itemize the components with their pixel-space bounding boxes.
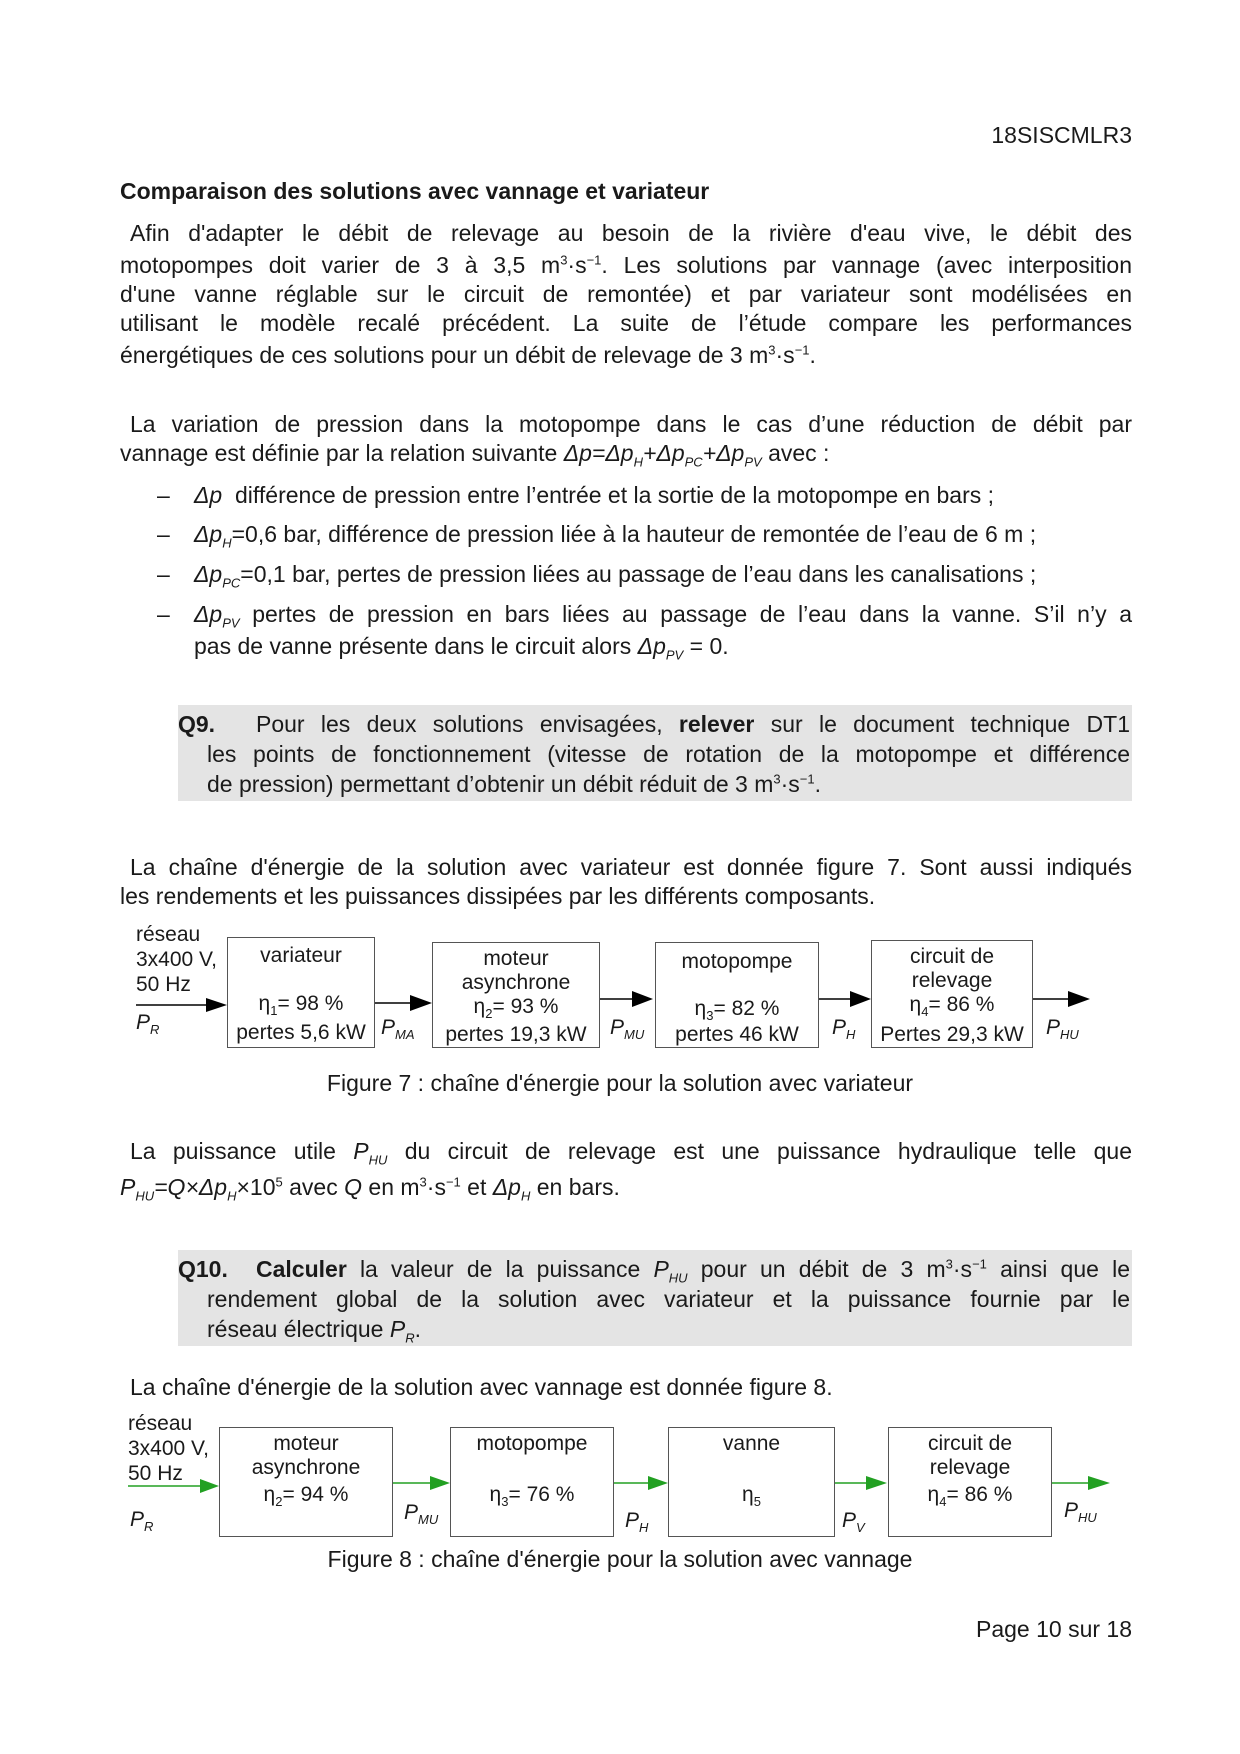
bullet-dash: – — [157, 521, 170, 547]
list-item: Δp différence de pression entre l’entrée et la sortie de la motopompe en bars ; — [194, 482, 995, 508]
text-line: La chaîne d'énergie de la solution avec vannage est donnée figure 8. — [130, 1374, 833, 1400]
source-label: réseau — [128, 1412, 193, 1435]
losses: Pertes 29,3 kW — [880, 1023, 1024, 1046]
losses: pertes 19,3 kW — [445, 1023, 587, 1046]
box-title: relevage — [911, 969, 993, 992]
box-title: asynchrone — [251, 1456, 361, 1479]
efficiency: $\eta_2= 94$ % — [263, 1483, 349, 1510]
source-label: 3x400 V, — [136, 948, 217, 971]
text-line: Pour les deux solutions envisagées, relever sur le document technique DT1 — [256, 711, 1130, 737]
text-line: La puissance utile $P_{HU}$ du circuit de relevage est une puissance hydraulique telle que — [130, 1138, 1133, 1168]
list-item: $\Delta p_H=0,6$ bar, différence de pression liée à la hauteur de remontée de l’eau de 6 m ; — [194, 521, 1037, 551]
text-line: de pression) permettant d’obtenir un débit réduit de 3 $m^3\cdot s^{-1}$. — [207, 771, 822, 797]
efficiency: $\eta_5$ — [742, 1483, 761, 1510]
efficiency: $\eta_3= 76$ % — [489, 1483, 575, 1510]
power-label: $P_R$ — [136, 1011, 160, 1038]
box-title: variateur — [260, 944, 342, 967]
question-number: Q10. — [178, 1256, 228, 1282]
box-title: moteur — [483, 947, 549, 970]
list-item: $\Delta p_{PV}$ pertes de pression en bars liées au passage de l’eau dans la vanne. S’il n’y a — [194, 601, 1132, 631]
text-line: Calculer la valeur de la puissance $P_{HU}$ pour un débit de 3 $m^3\cdot s^{-1}$ ainsi que le — [256, 1256, 1131, 1286]
text-line: motopompes doit varier de 3 à 3,5 $m^3\cdot s^{-1}$. Les solutions par vannage (avec interposition — [120, 252, 1132, 278]
text-line: La chaîne d'énergie de la solution avec variateur est donnée figure 7. Sont aussi indiqués — [130, 854, 1132, 880]
box-title: asynchrone — [461, 971, 571, 994]
efficiency: $\eta_2= 93$ % — [473, 995, 559, 1022]
text-line: énergétiques de ces solutions pour un débit de relevage de 3 $m^3\cdot s^{-1}$. — [120, 342, 816, 368]
box-moteur-asynchrone — [219, 1427, 393, 1537]
efficiency: $\eta_4= 86$ % — [927, 1483, 1013, 1510]
bullet-dash: – — [157, 601, 170, 627]
power-label: $P_{MU}$ — [610, 1016, 645, 1043]
text-line: réseau électrique $P_R$. — [207, 1316, 421, 1346]
power-label: $P_{HU}$ — [1046, 1016, 1079, 1043]
efficiency: $\eta_3= 82$ % — [694, 997, 780, 1024]
power-label: $P_{MA}$ — [381, 1016, 415, 1043]
text-line: d'une vanne réglable sur le circuit de remontée) et par variateur sont modélisées en — [120, 281, 1132, 307]
text-line: La variation de pression dans la motopompe dans le cas d’une réduction de débit par — [130, 411, 1132, 437]
box-vanne — [668, 1427, 835, 1537]
source-label: 50 Hz — [128, 1462, 183, 1485]
efficiency: $\eta_1= 98$ % — [258, 992, 344, 1019]
section-title: Comparaison des solutions avec vannage et variateur — [120, 178, 710, 204]
box-motopompe — [450, 1427, 614, 1537]
list-item-continuation: pas de vanne présente dans le circuit alors $\Delta p_{PV} = 0$. — [194, 633, 729, 663]
box-title: vanne — [722, 1432, 781, 1455]
power-label: $P_H$ — [832, 1016, 856, 1043]
bullet-dash: – — [157, 482, 170, 508]
box-title: relevage — [929, 1456, 1011, 1479]
text-line: rendement global de la solution avec variateur et la puissance fournie par le — [207, 1286, 1130, 1312]
losses: pertes 46 kW — [675, 1023, 799, 1046]
box-title: motopompe — [476, 1432, 588, 1455]
question-number: Q9. — [178, 711, 216, 737]
bullet-dash: – — [157, 561, 170, 587]
power-label: $P_{HU}$ — [1064, 1499, 1097, 1526]
power-label: $P_V$ — [842, 1509, 865, 1536]
box-title: circuit de — [927, 1432, 1013, 1455]
source-label: réseau — [136, 923, 201, 946]
efficiency: $\eta_4= 86$ % — [909, 993, 995, 1020]
text-line: vannage est définie par la relation suivante $\Delta p=\Delta p_H+\Delta p_{PC}+\Delta p_{PV}$ avec : — [120, 440, 830, 470]
box-title: moteur — [273, 1432, 339, 1455]
list-item: $\Delta p_{PC}=0,1$ bar, pertes de pression liées au passage de l’eau dans les canalisations ; — [194, 561, 1037, 591]
power-label: $P_H$ — [625, 1509, 649, 1536]
power-label: $P_R$ — [130, 1508, 154, 1535]
figure-7-caption: Figure 7 : chaîne d'énergie pour la solution avec variateur — [326, 1070, 914, 1096]
text-line: utilisant le modèle recalé précédent. La suite de l’étude compare les performances — [120, 310, 1132, 336]
text-line: les points de fonctionnement (vitesse de rotation de la motopompe et différence — [207, 741, 1130, 767]
pressure-formula: $\Delta p=\Delta p_H+\Delta p_{PC}+\Delta p_{PV}$ — [563, 440, 762, 470]
page-number: Page 10 sur 18 — [975, 1616, 1132, 1642]
text-line: les rendements et les puissances dissipées par les différents composants. — [120, 883, 876, 909]
box-circuit-relevage — [888, 1427, 1052, 1537]
box-title: circuit de — [909, 945, 995, 968]
document-code: 18SISCMLR3 — [991, 122, 1132, 148]
text-line: $P_{HU}=Q\times\Delta p_H\times 10^5$ avec Q en $m^3\cdot s^{-1}$ et $\Delta p_H$ en bars. — [120, 1174, 620, 1204]
figure-8-caption: Figure 8 : chaîne d'énergie pour la solution avec vannage — [327, 1546, 913, 1572]
power-label: $P_{MU}$ — [404, 1501, 439, 1528]
losses: pertes 5,6 kW — [236, 1021, 366, 1044]
source-label: 3x400 V, — [128, 1437, 209, 1460]
box-title: motopompe — [681, 950, 793, 973]
source-label: 50 Hz — [136, 973, 191, 996]
text-line: Afin d'adapter le débit de relevage au besoin de la rivière d'eau vive, le débit des — [130, 220, 1132, 246]
